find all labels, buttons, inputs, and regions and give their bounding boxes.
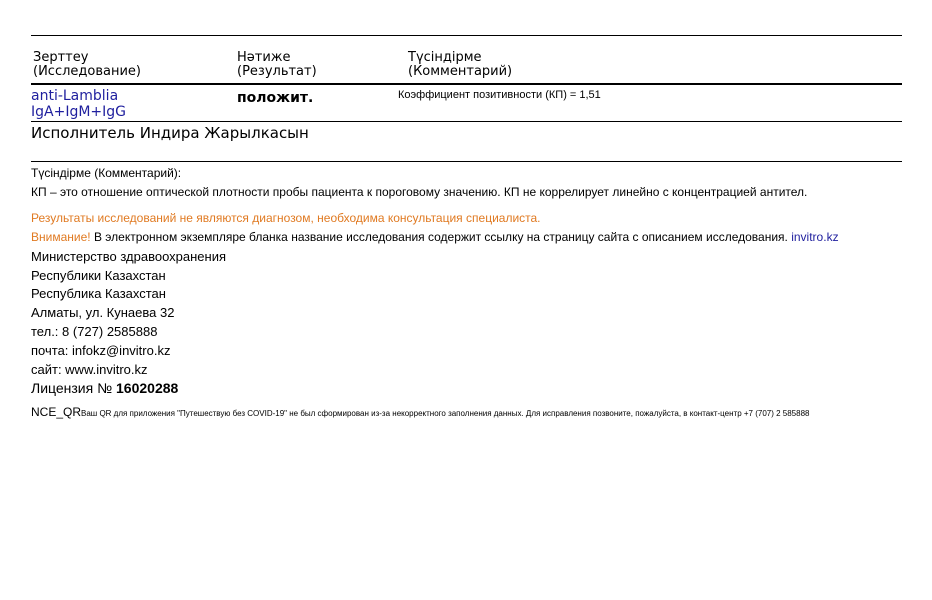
qr-note [31, 403, 905, 422]
row-rule [31, 121, 902, 122]
test-name-link[interactable] [31, 88, 126, 120]
ministry-line1: Министерство здравоохранения [31, 249, 226, 264]
invitro-link[interactable]: invitro.kz [791, 230, 839, 244]
ministry-line2: Республики Казахстан [31, 268, 166, 283]
notes-title: Түсіндірме (Комментарий): [31, 166, 182, 180]
header-comment [408, 51, 512, 79]
header-comment-ru: (Комментарий) [408, 64, 513, 79]
warning-label: Внимание! [31, 230, 91, 244]
notes-text: КП – это отношение оптической плотности пробы пациента к пороговому значению. КП не коррелирует линейно с концентрацией антител. [31, 185, 808, 199]
performer: Исполнитель Индира Жарылкасын [31, 124, 309, 142]
test-name-line1: anti-Lamblia [31, 88, 119, 104]
header-study-ru: (Исследование) [33, 64, 141, 79]
qr-note-label: NCE_QR [31, 405, 82, 419]
header-result-ru: (Результат) [237, 64, 317, 79]
license-label: Лицензия № [31, 380, 117, 396]
test-name-line2: IgA+IgM+IgG [31, 104, 127, 120]
section-rule [31, 161, 902, 162]
header-comment-kz: Түсіндірме [408, 50, 482, 65]
header-result-kz: Нәтиже [237, 50, 291, 65]
phone: тел.: 8 (727) 2585888 [31, 324, 158, 339]
qr-note-text: Ваш QR для приложения "Путешествую без COVID-19" не был сформирован из-за некорректного заполнения данных. Для исправления позвоните, пожалуйста, в контакт-центр +7 (707) 2 585888 [81, 409, 810, 418]
license-number: 16020288 [116, 380, 179, 396]
header-study [33, 51, 141, 79]
result-comment: Коэффициент позитивности (КП) = 1,51 [398, 89, 601, 101]
top-rule [31, 35, 902, 36]
country: Республика Казахстан [31, 286, 166, 301]
email: почта: infokz@invitro.kz [31, 343, 171, 358]
header-rule [31, 83, 902, 85]
disclaimer: Результаты исследований не являются диагнозом, необходима консультация специалиста. [31, 211, 541, 225]
license [31, 380, 178, 396]
website: сайт: www.invitro.kz [31, 362, 148, 377]
address: Алматы, ул. Кунаева 32 [31, 305, 175, 320]
warning-text: В электронном экземпляре бланка название исследования содержит ссылку на страницу сайта с описанием исследования. [90, 230, 792, 244]
header-result [237, 51, 317, 79]
header-study-kz: Зерттеу [33, 50, 89, 65]
result-value: положит. [237, 90, 314, 106]
warning-line [31, 230, 839, 244]
